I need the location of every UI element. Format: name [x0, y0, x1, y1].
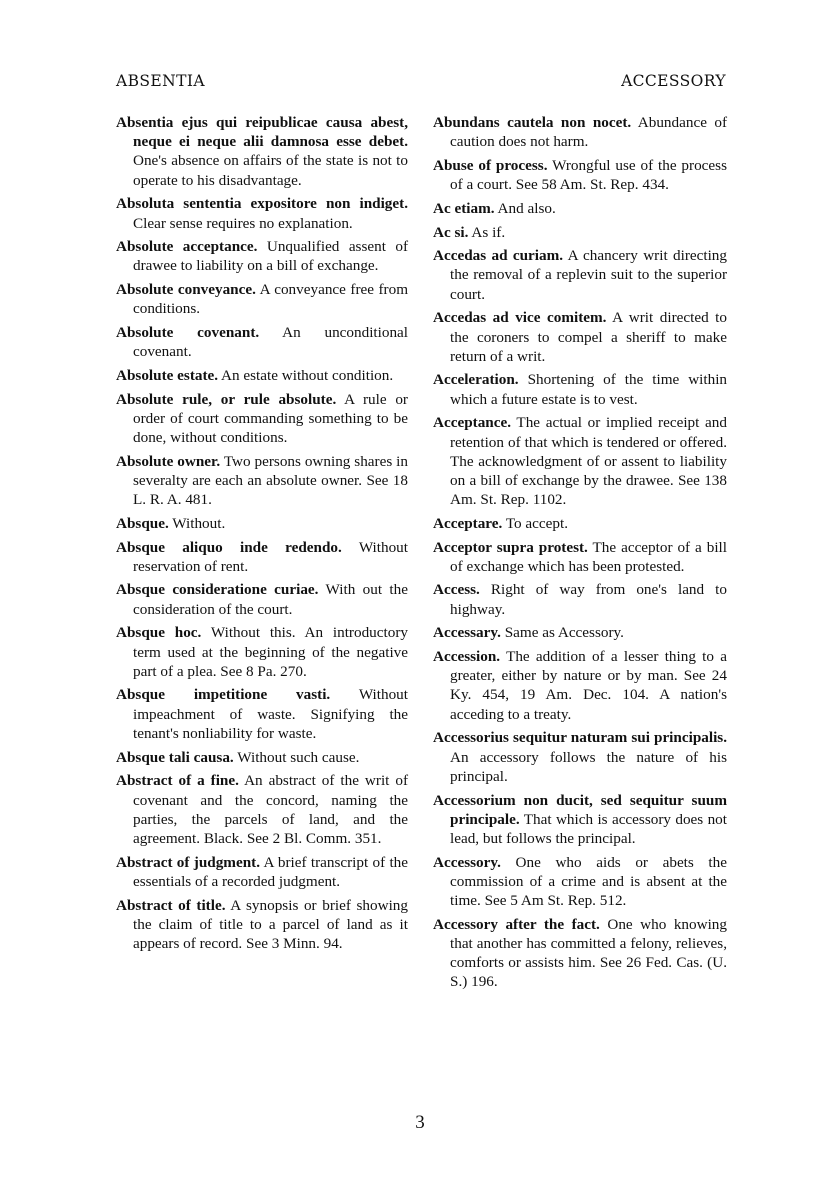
- dictionary-entry: [116, 580, 408, 618]
- entry-definition: The acceptor of a bill of exchange which has been protested.: [450, 538, 727, 575]
- dictionary-entry: [433, 580, 727, 618]
- entry-definition: A chancery writ directing the removal of a replevin suit to the superior court.: [450, 247, 727, 303]
- entry-definition: Same as Accessory.: [504, 624, 624, 642]
- entry-definition: An abstract of the writ of covenant and the concord, naming the parties, the parcels of land, and the agreement. Black. See 2 Bl. Comm. 351.: [133, 772, 408, 847]
- dictionary-entry: [116, 390, 408, 448]
- dictionary-entry: [116, 896, 408, 954]
- entry-definition: As if.: [471, 223, 506, 241]
- entry-definition: One's absence on affairs of the state is not to operate to his disadvantage.: [133, 152, 408, 189]
- dictionary-entry: [433, 538, 727, 576]
- entry-term: Accessory.: [433, 853, 501, 871]
- entry-definition: A brief transcript of the essentials of a recorded judgment.: [133, 853, 409, 890]
- entry-definition: Without reservation of rent.: [133, 538, 408, 575]
- entry-definition: One who knowing that another has committed a felony, relieves, comforts or assists him. See 26 Fed. Cas. (U. S.) 196.: [450, 915, 727, 991]
- dictionary-entry: [116, 237, 408, 275]
- dictionary-entry: [433, 113, 727, 151]
- entry-definition: And also.: [497, 199, 556, 217]
- entry-definition: That which is accessory does not lead, but follows the principal.: [450, 810, 727, 847]
- entry-term: Accedas ad curiam.: [433, 247, 564, 265]
- entry-definition: Two persons owning shares in severalty are each an absolute owner. See 18 L. R. A. 481.: [133, 452, 408, 509]
- dictionary-entry: [116, 323, 408, 361]
- dictionary-entry: [116, 280, 408, 318]
- entry-term: Acceptor supra protest.: [433, 538, 588, 556]
- entry-term: Accessorius sequitur naturam sui principalis.: [433, 729, 727, 747]
- entry-definition: A synopsis or brief showing the claim of title to a parcel of land as it appears of record. See 3 Minn. 94.: [133, 896, 408, 952]
- entry-definition: A conveyance free from conditions.: [133, 281, 409, 318]
- entry-term: Accessory after the fact.: [433, 915, 600, 933]
- entry-definition: One who aids or abets the commission of a crime and is absent at the time. See 5 Am St. Rep. 512.: [450, 853, 727, 910]
- right-column: [433, 113, 727, 996]
- entry-term: Absque hoc.: [116, 624, 202, 642]
- entry-term: Absolute covenant.: [116, 324, 260, 342]
- entry-term: Accedas ad vice comitem.: [433, 309, 607, 327]
- dictionary-entry: [116, 853, 408, 891]
- dictionary-entry: [116, 194, 408, 232]
- entry-term: Absolute conveyance.: [116, 281, 256, 299]
- entry-definition: Without such cause.: [237, 748, 360, 766]
- header-first-word: ABSENTIA: [116, 72, 205, 90]
- entry-term: Acceleration.: [433, 371, 519, 389]
- dictionary-entry: [433, 156, 727, 194]
- dictionary-entry: [433, 915, 727, 992]
- entry-term: Ac etiam.: [433, 199, 495, 217]
- entry-term: Absolute rule, or rule absolute.: [116, 390, 337, 408]
- entry-definition: The addition of a lesser thing to a greater, either by nature or by man. See 24 Ky. 454, 19 Am. Dec. 104. A nation's acceding to a treaty.: [450, 648, 727, 723]
- dictionary-entry: [433, 199, 727, 218]
- dictionary-entry: [433, 647, 727, 724]
- entry-definition: An accessory follows the nature of his principal.: [450, 748, 727, 785]
- dictionary-entry: [433, 853, 727, 911]
- entry-term: Acceptare.: [433, 514, 503, 532]
- dictionary-entry: [116, 623, 408, 681]
- entry-term: Abstract of a fine.: [116, 772, 239, 790]
- entry-term: Absoluta sententia expositore non indiget.: [116, 195, 408, 213]
- entry-term: Acceptance.: [433, 414, 512, 432]
- entry-definition: The actual or implied receipt and retention of that which is tendered or offered. The acknowledgment of or assent to liability on a bill of exchange by the drawee. See 138 Am. St. Rep. 1102.: [450, 414, 727, 509]
- entry-term: Absque impetitione vasti.: [116, 686, 331, 704]
- entry-term: Absque consideratione curiae.: [116, 581, 319, 599]
- entry-term: Accessorium non ducit, sed sequitur suum principale.: [433, 791, 727, 828]
- entry-term: Absolute owner.: [116, 452, 221, 470]
- entry-definition: An estate without condition.: [221, 366, 394, 384]
- dictionary-entry: [116, 771, 408, 848]
- entry-definition: Abundance of caution does not harm.: [450, 114, 728, 151]
- dictionary-entry: [116, 366, 408, 385]
- dictionary-entry: [433, 791, 727, 849]
- entry-term: Absolute acceptance.: [116, 238, 258, 256]
- entry-term: Accession.: [433, 648, 501, 666]
- header-last-word: ACCESSORY: [621, 72, 726, 90]
- dictionary-entry: [116, 452, 408, 510]
- running-header: [116, 72, 726, 96]
- entry-definition: Shortening of the time within which a future estate is to vest.: [450, 371, 728, 408]
- entry-definition: Wrongful use of the process of a court. See 58 Am. St. Rep. 434.: [450, 156, 727, 194]
- dictionary-entry: [116, 538, 408, 576]
- entry-definition: Right of way from one's land to highway.: [450, 581, 727, 618]
- entry-term: Abuse of process.: [433, 156, 548, 174]
- entry-definition: Without impeachment of waste. Signifying the tenant's nonliability for waste.: [133, 686, 408, 742]
- dictionary-entry: [433, 413, 727, 509]
- entry-term: Accessary.: [433, 624, 501, 642]
- dictionary-entry: [116, 113, 408, 190]
- entry-definition: Without.: [172, 514, 226, 532]
- dictionary-entry: [116, 748, 408, 767]
- dictionary-entry: [116, 514, 408, 533]
- page-number: 3: [415, 1112, 425, 1133]
- entry-definition: To accept.: [505, 514, 569, 532]
- entry-term: Abstract of title.: [116, 896, 226, 914]
- entry-term: Ac si.: [433, 223, 469, 241]
- dictionary-entry: [433, 308, 727, 366]
- dictionary-entry: [433, 246, 727, 304]
- dictionary-entry: [433, 370, 727, 408]
- left-column: [116, 113, 408, 958]
- entry-definition: Unqualified assent of drawee to liability on a bill of exchange.: [133, 238, 408, 275]
- entry-term: Absolute estate.: [116, 366, 219, 384]
- entry-term: Access.: [433, 581, 480, 599]
- entry-term: Absque aliquo inde redendo.: [116, 538, 342, 556]
- entry-term: Absque.: [116, 514, 169, 532]
- dictionary-entry: [433, 514, 727, 533]
- entry-term: Abstract of judgment.: [116, 853, 260, 871]
- entry-definition: Clear sense requires no explanation.: [133, 214, 353, 232]
- entry-term: Absque tali causa.: [116, 748, 234, 766]
- dictionary-entry: [116, 685, 408, 743]
- entry-definition: A rule or order of court commanding something to be done, without conditions.: [133, 390, 408, 447]
- entry-definition: An unconditional covenant.: [133, 324, 408, 361]
- entry-definition: Without this. An introductory term used at the beginning of the negative part of a plea. See 8 Pa. 270.: [133, 624, 408, 680]
- entry-definition: With out the consideration of the court.: [133, 581, 408, 618]
- dictionary-entry: [433, 623, 727, 642]
- dictionary-entry: [433, 728, 727, 786]
- entry-term: Abundans cautela non nocet.: [433, 114, 632, 131]
- entry-term: Absentia ejus qui reipublicae causa abest, neque ei neque alii damnosa esse debet.: [116, 114, 408, 151]
- entry-definition: A writ directed to the coroners to compel a sheriff to make return of a writ.: [450, 309, 727, 365]
- dictionary-entry: [433, 223, 727, 242]
